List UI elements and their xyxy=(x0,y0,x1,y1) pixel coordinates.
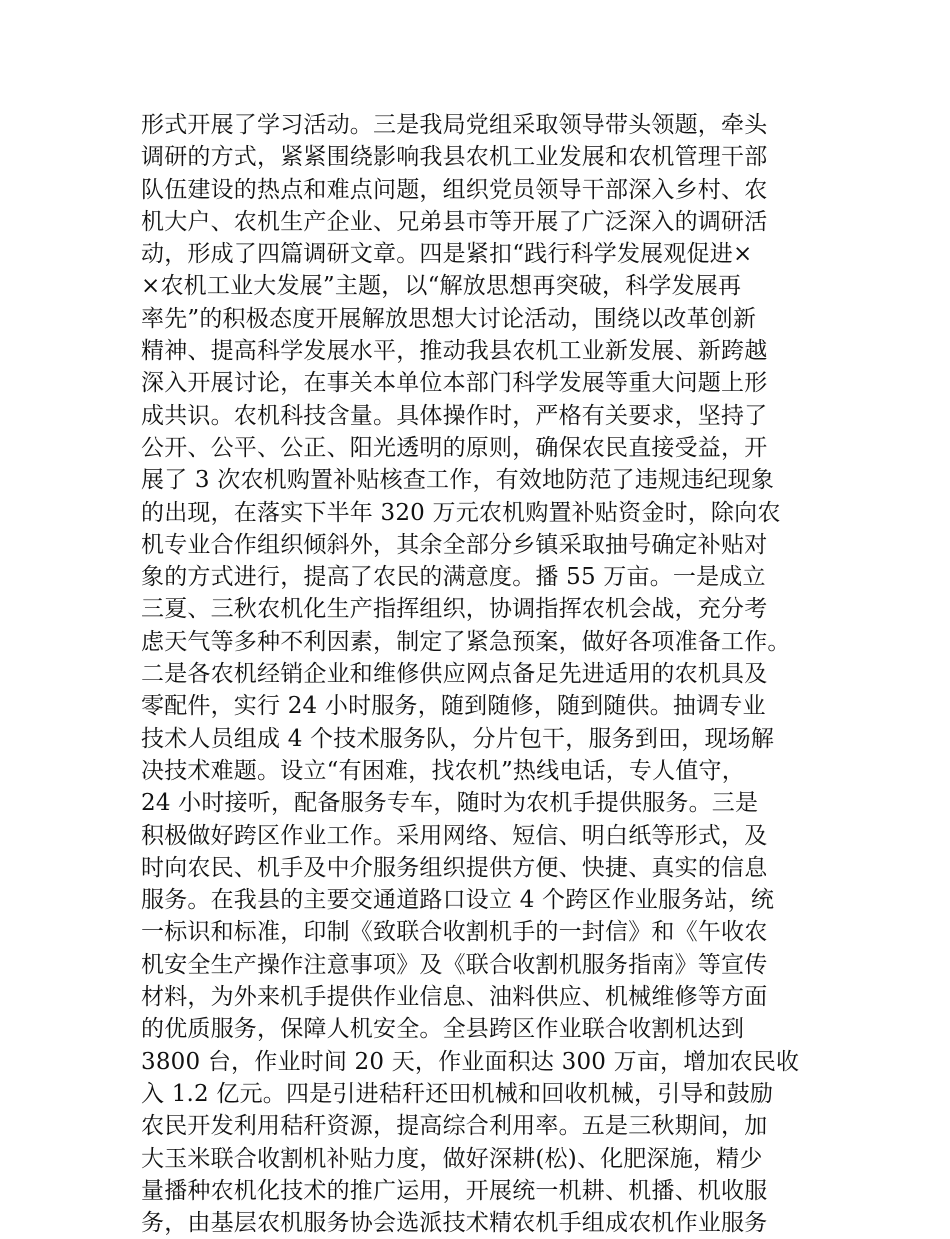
text-line: 24 小时接听，配备服务专车，随时为农机手提供服务。三是 xyxy=(141,790,759,817)
text-line: 精神、提高科学发展水平，推动我县农机工业新发展、新跨越 xyxy=(141,338,768,365)
text-line: 务，由基层农机服务协会选派技术精农机手组成农机作业服务 xyxy=(141,1210,768,1237)
text-line: 调研的方式，紧紧围绕影响我县农机工业发展和农机管理干部 xyxy=(141,144,768,171)
text-line: 率先”的积极态度开展解放思想大讨论活动，围绕以改革创新 xyxy=(141,305,757,332)
text-line: 技术人员组成 4 个技术服务队，分片包干，服务到田，现场解 xyxy=(141,725,775,752)
text-line: 决技术难题。设立“有困难，找农机”热线电话，专人值守， xyxy=(141,757,745,784)
text-line: 量播种农机化技术的推广运用，开展统一机耕、机播、机收服 xyxy=(141,1177,768,1204)
text-line: 三夏、三秋农机化生产指挥组织，协调指挥农机会战，充分考 xyxy=(141,596,768,623)
text-line: 的优质服务，保障人机安全。全县跨区作业联合收割机达到 xyxy=(141,1016,745,1043)
text-line: 成共识。农机科技含量。具体操作时，严格有关要求，坚持了 xyxy=(141,402,768,429)
text-line: 农民开发利用秸秆资源，提高综合利用率。五是三秋期间，加 xyxy=(141,1113,768,1140)
text-line: 零配件，实行 24 小时服务，随到随修，随到随供。抽调专业 xyxy=(141,693,766,720)
text-line: 象的方式进行，提高了农民的满意度。播 55 万亩。一是成立 xyxy=(141,564,766,591)
text-line: 形式开展了学习活动。三是我局党组采取领导带头领题，牵头 xyxy=(141,112,768,138)
text-line: 机大户、农机生产企业、兄弟县市等开展了广泛深入的调研活 xyxy=(141,208,768,235)
text-line: 队伍建设的热点和难点问题，组织党员领导干部深入乡村、农 xyxy=(141,176,768,203)
text-line: 3800 台，作业时间 20 天，作业面积达 300 万亩，增加农民收 xyxy=(141,1048,800,1075)
text-line: 的出现，在落实下半年 320 万元农机购置补贴资金时，除向农 xyxy=(141,499,781,526)
text-line: 积极做好跨区作业工作。采用网络、短信、明白纸等形式，及 xyxy=(141,822,768,849)
text-line: 大玉米联合收割机补贴力度，做好深耕(松)、化肥深施，精少 xyxy=(141,1145,763,1172)
text-line: 公开、公平、公正、阳光透明的原则，确保农民直接受益，开 xyxy=(141,434,768,461)
text-line: 时向农民、机手及中介服务组织提供方便、快捷、真实的信息 xyxy=(141,854,768,881)
text-line: 一标识和标准，印制《致联合收割机手的一封信》和《午收农 xyxy=(141,919,768,946)
text-line: 入 1.2 亿元。四是引进秸秆还田机械和回收机械，引导和鼓励 xyxy=(141,1080,774,1107)
text-line: 动，形成了四篇调研文章。四是紧扣“践行科学发展观促进× xyxy=(141,241,753,268)
text-line: 材料，为外来机手提供作业信息、油料供应、机械维修等方面 xyxy=(141,984,768,1011)
text-line: 二是各农机经销企业和维修供应网点备足先进适用的农机具及 xyxy=(141,661,768,688)
text-line: ×农机工业大发展”主题，以“解放思想再突破，科学发展再 xyxy=(141,273,742,300)
text-line: 机安全生产操作注意事项》及《联合收割机服务指南》等宣传 xyxy=(141,951,768,978)
text-line: 虑天气等多种不利因素，制定了紧急预案，做好各项准备工作。 xyxy=(141,628,791,655)
text-line: 服务。在我县的主要交通道路口设立 4 个跨区作业服务站，统 xyxy=(141,887,775,914)
text-line: 机专业合作组织倾斜外，其余全部分乡镇采取抽号确定补贴对 xyxy=(141,531,768,558)
text-line: 深入开展讨论，在事关本单位本部门科学发展等重大问题上形 xyxy=(141,370,768,397)
text-line: 展了 3 次农机购置补贴核查工作，有效地防范了违规违纪现象 xyxy=(141,467,775,494)
body-text xyxy=(141,109,831,1239)
